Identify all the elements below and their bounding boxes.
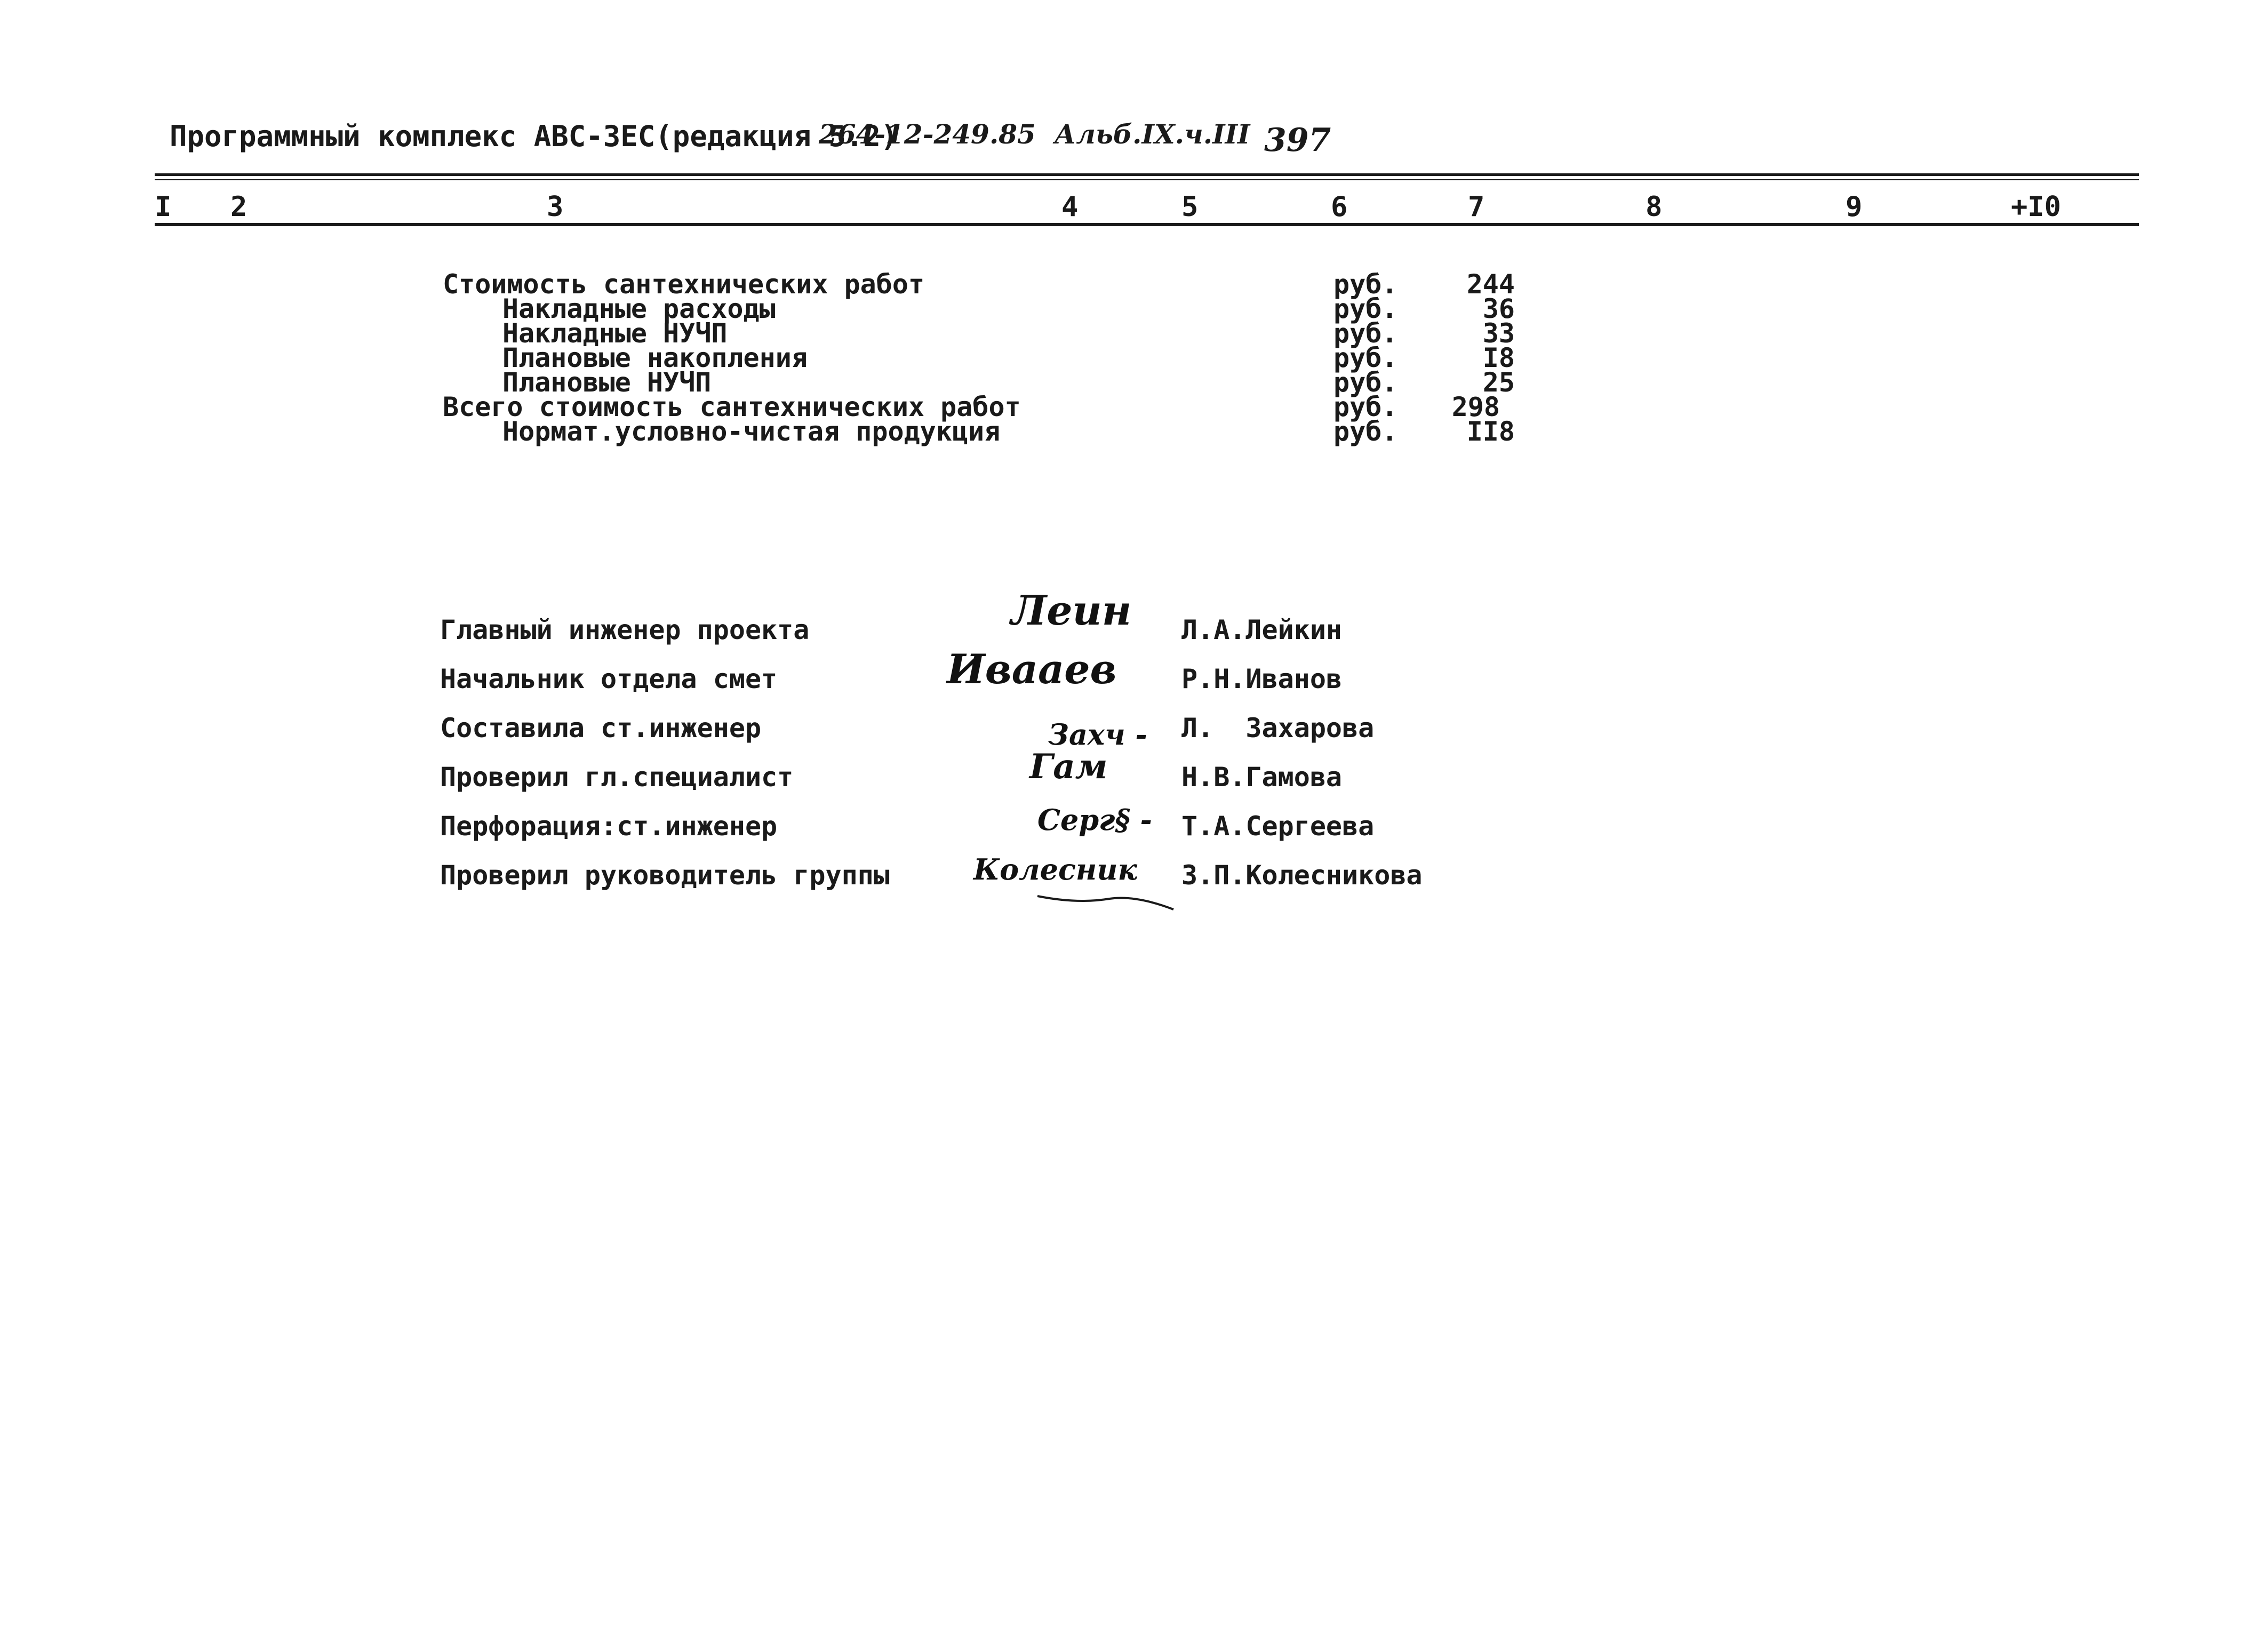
cost-row-value: 36	[1482, 293, 1515, 324]
column-header-10: +I0	[2011, 191, 2061, 223]
cost-row-label: Накладные НУЧП	[502, 318, 728, 349]
cost-row-value: I8	[1482, 342, 1515, 373]
signature-role: Главный инженер проекта	[440, 614, 810, 645]
page-number: 397	[1264, 122, 1331, 159]
cost-row-value: 33	[1482, 318, 1515, 349]
cost-row-value: 244	[1466, 269, 1515, 300]
signature-role: Перфорация:ст.инженер	[440, 811, 778, 842]
handwritten-reference: 264-12-249.85 Альб.IX.ч.III	[819, 118, 1250, 150]
cost-row-label: Стоимость сантехнических работ	[443, 269, 925, 300]
column-header-1: I	[155, 191, 172, 223]
column-header-3: 3	[547, 191, 564, 223]
cost-row-unit: руб.	[1333, 391, 1398, 422]
signatory-name: Л. Захарова	[1181, 713, 1375, 744]
signatory-name: Р.Н.Иванов	[1181, 664, 1343, 694]
signature-mark: Гам	[1029, 747, 1108, 787]
program-title: Программный комплекс АВС-ЗЕС(редакция 5.2)	[170, 119, 898, 153]
cost-row-label: Всего стоимость сантехнических работ	[443, 391, 1021, 422]
header-bottom-rule	[155, 223, 2139, 226]
cost-row-value: II8	[1466, 416, 1515, 447]
signature-role: Составила ст.инженер	[440, 713, 762, 744]
signatory-name: З.П.Колесникова	[1181, 860, 1423, 891]
column-header-9: 9	[1846, 191, 1863, 223]
cost-row-value: 298	[1451, 391, 1500, 422]
cost-row-unit: руб.	[1333, 269, 1398, 300]
top-rule	[155, 173, 2139, 176]
signature-mark: Колесник	[973, 852, 1138, 886]
signatory-name: Т.А.Сергеева	[1181, 811, 1375, 842]
top-rule-thin	[155, 179, 2139, 180]
column-header-7: 7	[1468, 191, 1485, 223]
cost-row-unit: руб.	[1333, 367, 1398, 398]
signature-role: Начальник отдела смет	[440, 664, 778, 694]
cost-row-value: 25	[1482, 367, 1515, 398]
signature-underline	[1035, 880, 1179, 912]
signature-role: Проверил гл.специалист	[440, 762, 794, 793]
column-header-4: 4	[1061, 191, 1079, 223]
column-header-6: 6	[1331, 191, 1348, 223]
cost-row-label: Нормат.условно-чистая продукция	[502, 416, 1001, 447]
column-header-2: 2	[230, 191, 247, 223]
signatory-name: Н.В.Гамова	[1181, 762, 1343, 793]
column-header-8: 8	[1646, 191, 1663, 223]
signature-mark: Серг§ -	[1037, 803, 1152, 837]
cost-row-label: Плановые НУЧП	[502, 367, 712, 398]
signature-mark: Захч -	[1048, 717, 1147, 752]
signature-mark: Леин	[1011, 587, 1132, 634]
signature-mark: Ивааев	[947, 645, 1117, 693]
cost-row-unit: руб.	[1333, 318, 1398, 349]
cost-row-unit: руб.	[1333, 342, 1398, 373]
column-header-5: 5	[1181, 191, 1199, 223]
signatory-name: Л.А.Лейкин	[1181, 614, 1343, 645]
signature-role: Проверил руководитель группы	[440, 860, 890, 891]
cost-row-label: Плановые накопления	[502, 342, 808, 373]
cost-row-label: Накладные расходы	[502, 293, 776, 324]
cost-row-unit: руб.	[1333, 416, 1398, 447]
cost-row-unit: руб.	[1333, 293, 1398, 324]
